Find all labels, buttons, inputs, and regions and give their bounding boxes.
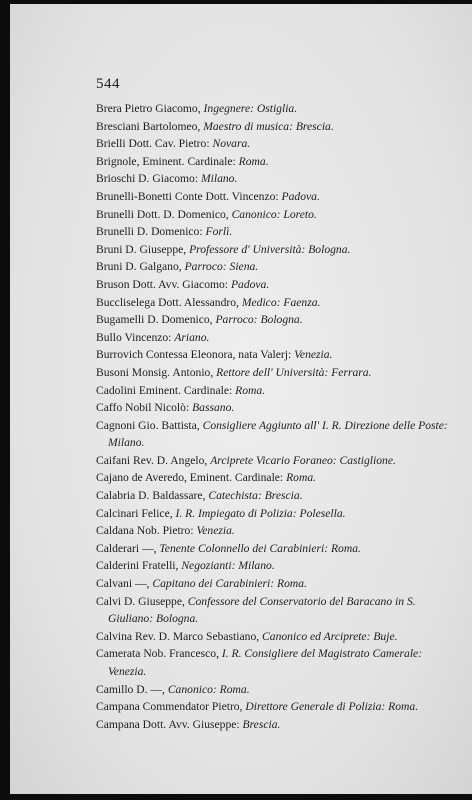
- list-item: [96, 716, 456, 734]
- list-item: [96, 487, 456, 505]
- entry-detail: Negozianti: Milano.: [181, 559, 275, 573]
- entry-detail: Rettore dell' Università: Ferrara.: [216, 365, 372, 379]
- entry-name: Bullo Vincenzo:: [96, 330, 175, 344]
- list-item: [96, 206, 456, 224]
- list-item: [96, 118, 456, 136]
- list-item: [96, 364, 456, 382]
- list-item: [96, 557, 456, 575]
- list-item: [96, 294, 456, 312]
- entry-detail: Medico: Faenza.: [241, 295, 321, 309]
- list-item: [96, 645, 456, 680]
- list-item: [96, 311, 456, 329]
- entry-detail: Venezia.: [196, 524, 235, 538]
- entry-detail: Milano.: [200, 172, 238, 186]
- list-item: [96, 382, 456, 400]
- entry-detail: Bassano.: [192, 401, 235, 415]
- list-item: [96, 575, 456, 593]
- entry-name: Caldana Nob. Pietro:: [96, 524, 197, 538]
- list-item: [96, 505, 456, 523]
- entry-name: Brioschi D. Giacomo:: [96, 172, 201, 186]
- entry-name: Calabria D. Baldassare,: [96, 489, 209, 503]
- entry-detail: Direttore Generale di Polizia: Roma.: [245, 700, 419, 714]
- entry-name: Busoni Monsig. Antonio,: [96, 365, 217, 379]
- entry-detail: Forlì.: [205, 225, 233, 239]
- entry-name: Cagnoni Gio. Battista,: [96, 418, 203, 432]
- entry-detail: Roma.: [238, 154, 269, 168]
- entry-name: Cadolini Eminent. Cardinale:: [96, 383, 236, 397]
- entry-name: Cajano de Averedo, Eminent. Cardinale:: [96, 471, 287, 485]
- list-item: [96, 135, 456, 153]
- list-item: [96, 223, 456, 241]
- list-item: [96, 329, 456, 347]
- list-item: [96, 593, 456, 628]
- entry-detail: Professore d' Università: Bologna.: [189, 242, 351, 256]
- list-item: [96, 346, 456, 364]
- list-item: [96, 170, 456, 188]
- entry-name: Bruson Dott. Avv. Giacomo:: [96, 277, 231, 291]
- entry-name: Camillo D. —,: [96, 682, 168, 696]
- entry-name: Calderari —,: [96, 541, 160, 555]
- entry-detail: Roma.: [235, 383, 266, 397]
- entry-name: Camerata Nob. Francesco,: [96, 647, 222, 661]
- book-page: [10, 4, 472, 794]
- entry-name: Burrovich Contessa Eleonora, nata Valerj:: [96, 348, 295, 362]
- entry-detail: Parroco: Siena.: [184, 260, 259, 274]
- entry-detail: Parroco: Bologna.: [215, 313, 303, 327]
- entry-name: Brielli Dott. Cav. Pietro:: [96, 137, 213, 151]
- list-item: [96, 452, 456, 470]
- list-item: [96, 628, 456, 646]
- entry-name: Brignole, Eminent. Cardinale:: [96, 154, 239, 168]
- list-item: [96, 417, 456, 452]
- entry-name: Bugamelli D. Domenico,: [96, 313, 216, 327]
- entry-detail: Canonico ed Arciprete: Buje.: [262, 629, 398, 643]
- entry-detail: Venezia.: [294, 348, 333, 362]
- list-item: [96, 100, 456, 118]
- entry-detail: Roma.: [286, 471, 317, 485]
- entry-name: Buccliselega Dott. Alessandro,: [96, 295, 242, 309]
- entry-detail: Canonico: Roma.: [167, 682, 250, 696]
- entry-name: Calderini Fratelli,: [96, 559, 182, 573]
- entry-detail: I. R. Consigliere del Magistrato Camerale: Venezia.: [108, 647, 423, 678]
- entry-detail: Catechista: Brescia.: [208, 489, 303, 503]
- list-item: [96, 698, 456, 716]
- list-item: [96, 276, 456, 294]
- list-item: [96, 399, 456, 417]
- entry-name: Calvina Rev. D. Marco Sebastiano,: [96, 629, 263, 643]
- list-item: [96, 188, 456, 206]
- entry-name: Campana Commendator Pietro,: [96, 700, 246, 714]
- entry-detail: Brescia.: [242, 717, 281, 731]
- entry-name: Calcinari Felice,: [96, 506, 176, 520]
- entry-detail: Capitano dei Carabinieri: Roma.: [152, 577, 307, 591]
- entry-name: Bresciani Bartolomeo,: [96, 119, 204, 133]
- entry-detail: Ariano.: [174, 330, 210, 344]
- entry-name: Bruni D. Giuseppe,: [96, 242, 190, 256]
- entry-detail: Padova.: [230, 277, 270, 291]
- entry-name: Brera Pietro Giacomo,: [96, 102, 204, 115]
- page-number: 544: [96, 76, 120, 92]
- list-item: [96, 241, 456, 259]
- list-item: [96, 681, 456, 699]
- entry-detail: Arciprete Vicario Foraneo: Castiglione.: [210, 453, 396, 467]
- entry-detail: Novara.: [212, 137, 251, 151]
- entry-detail: I. R. Impiegato di Polizia: Polesella.: [175, 506, 346, 520]
- list-item: [96, 522, 456, 540]
- entry-name: Bruni D. Galgano,: [96, 260, 185, 274]
- entry-name: Campana Dott. Avv. Giuseppe:: [96, 717, 243, 731]
- entry-name: Caffo Nobil Nicolò:: [96, 401, 193, 415]
- entry-detail: Canonico: Loreto.: [231, 207, 317, 221]
- list-item: [96, 469, 456, 487]
- entry-name: Brunelli D. Domenico:: [96, 225, 206, 239]
- entry-detail: Consigliere Aggiunto all' I. R. Direzione delle Poste: Milano.: [108, 418, 448, 450]
- entry-name: Caifani Rev. D. Angelo,: [96, 453, 211, 467]
- entry-name: Brunelli Dott. D. Domenico,: [96, 207, 232, 221]
- entry-detail: Padova.: [281, 189, 320, 203]
- entry-detail: Maestro di musica: Brescia.: [203, 119, 334, 133]
- entry-detail: Confessore del Conservatorio del Baracano in S. Giuliano: Bologna.: [108, 594, 416, 626]
- list-item: [96, 258, 456, 276]
- entry-name: Calvani —,: [96, 577, 153, 591]
- list-item: [96, 540, 456, 558]
- entry-name: Brunelli-Bonetti Conte Dott. Vincenzo:: [96, 189, 282, 203]
- entry-name: Calvi D. Giuseppe,: [96, 594, 188, 608]
- subscriber-list: [96, 100, 456, 733]
- entry-detail: Tenente Colonnello dei Carabinieri: Roma.: [159, 541, 361, 555]
- list-item: [96, 153, 456, 171]
- entry-detail: Ingegnere: Ostiglia.: [203, 102, 298, 115]
